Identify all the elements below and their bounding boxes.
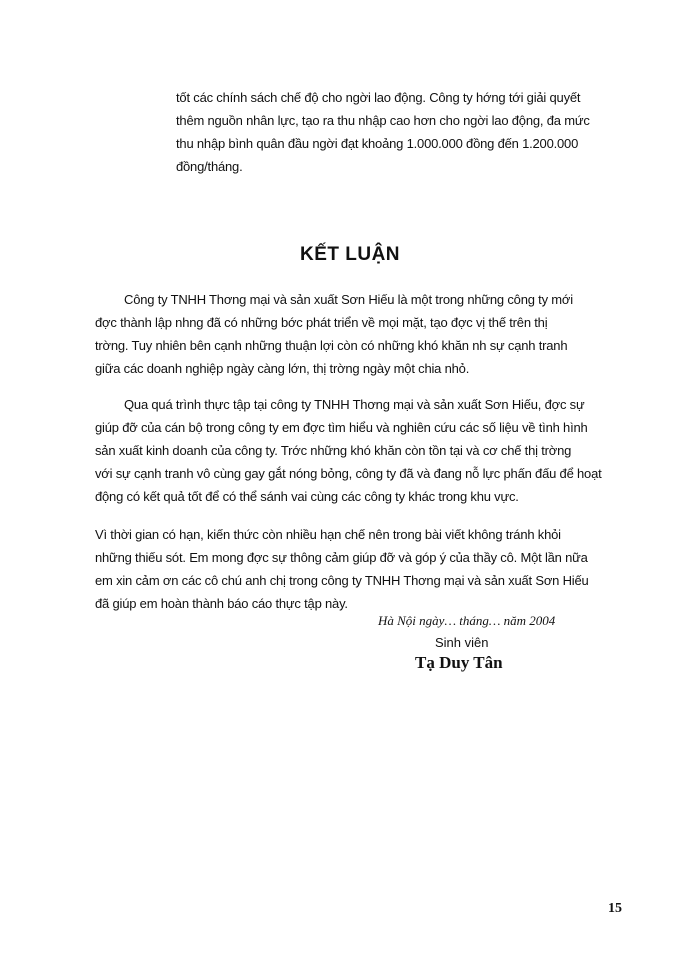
paragraph-line: sản xuất kinh doanh của công ty. Trớc những khó khăn còn tồn tại và cơ chế thị trờng [95, 443, 572, 458]
page-number: 15 [608, 901, 622, 916]
paragraph-line: trờng. Tuy nhiên bên cạnh những thuận lợi còn có những khó khăn nh sự cạnh tranh [95, 338, 568, 353]
paragraph-line: Công ty TNHH Thơng mại và sản xuất Sơn Hiếu là một trong những công ty mới [124, 292, 573, 307]
paragraph-line: giữa các doanh nghiệp ngày càng lớn, thị trờng ngày một chia nhỏ. [95, 361, 470, 376]
intro-line: đồng/tháng. [176, 159, 243, 174]
signature-name: Tạ Duy Tân [415, 653, 503, 672]
paragraph-line: giúp đỡ của cán bộ trong công ty em đợc tìm hiểu và nghiên cứu các số liệu về tình hình [95, 420, 588, 435]
paragraph-line: đã giúp em hoàn thành báo cáo thực tập này. [95, 596, 348, 611]
intro-line: thu nhập bình quân đầu ngời đạt khoảng 1.000.000 đồng đến 1.200.000 [176, 136, 579, 151]
paragraph-line: em xin cảm ơn các cô chú anh chị trong công ty TNHH Thơng mại và sản xuất Sơn Hiếu [95, 573, 589, 588]
signature-date: Hà Nội ngày… tháng… năm 2004 [378, 613, 556, 628]
paragraph-line: những thiếu sót. Em mong đợc sự thông cảm giúp đỡ và góp ý của thầy cô. Một lần nữa [95, 550, 588, 565]
signature-role: Sinh viên [435, 635, 489, 650]
paragraph-line: Vì thời gian có hạn, kiến thức còn nhiều hạn chế nên trong bài viết không tránh khỏi [95, 527, 561, 542]
paragraph-line: đợc thành lập nhng đã có những bớc phát triển về mọi mặt, tạo đợc vị thế trên thị [95, 315, 548, 330]
paragraph-line: Qua quá trình thực tập tại công ty TNHH Thơng mại và sản xuất Sơn Hiếu, đợc sự [124, 397, 585, 412]
intro-line: tốt các chính sách chế độ cho ngời lao động. Công ty hớng tới giải quyết [176, 90, 581, 105]
intro-line: thêm nguồn nhân lực, tạo ra thu nhập cao hơn cho ngời lao động, đa mức [176, 113, 590, 128]
paragraph-line: động có kết quả tốt để có thể sánh vai cùng các công ty khác trong khu vực. [95, 489, 519, 504]
paragraph-line: với sự cạnh tranh vô cùng gay gắt nóng bỏng, công ty đã và đang nỗ lực phấn đấu để hoạt [95, 466, 602, 481]
conclusion-title: KẾT LUẬN [299, 244, 401, 265]
